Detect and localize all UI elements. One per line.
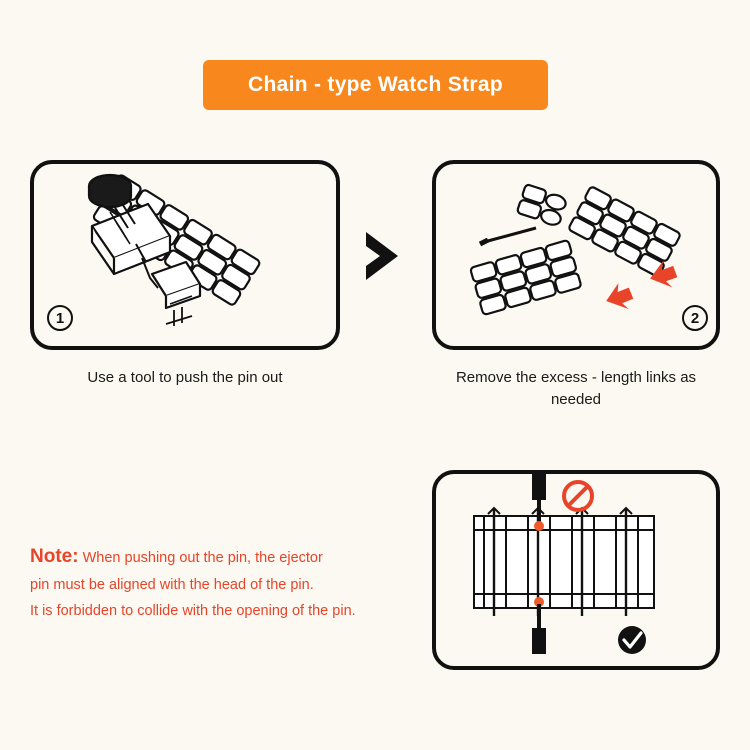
step-2-panel <box>432 160 720 350</box>
step-2-illustration <box>436 164 716 346</box>
step-2-caption: Remove the excess - length links as needed <box>455 369 697 408</box>
note-illustration-panel <box>432 470 720 670</box>
note-line-3: It is forbidden to collide with the opening of the pin. <box>30 602 356 619</box>
step-1-illustration <box>34 164 334 346</box>
note-line-2: pin must be aligned with the head of the pin. <box>30 577 314 594</box>
note-line-1: When pushing out the pin, the ejector <box>82 550 323 566</box>
right-chevron-arrow-icon <box>358 228 414 284</box>
note-block <box>30 540 410 624</box>
page-title: Chain - type Watch Strap <box>248 73 503 96</box>
step-1-panel <box>30 160 340 350</box>
check-circle-icon <box>618 626 646 654</box>
step-1-caption: Use a tool to push the pin out <box>87 369 283 386</box>
pin-alignment-diagram <box>436 474 716 666</box>
note-label: Note: <box>30 546 79 567</box>
step-2-badge: 2 <box>682 305 708 331</box>
step-1-badge: 1 <box>47 305 73 331</box>
page-title-banner <box>203 60 548 110</box>
prohibited-icon <box>564 482 592 510</box>
